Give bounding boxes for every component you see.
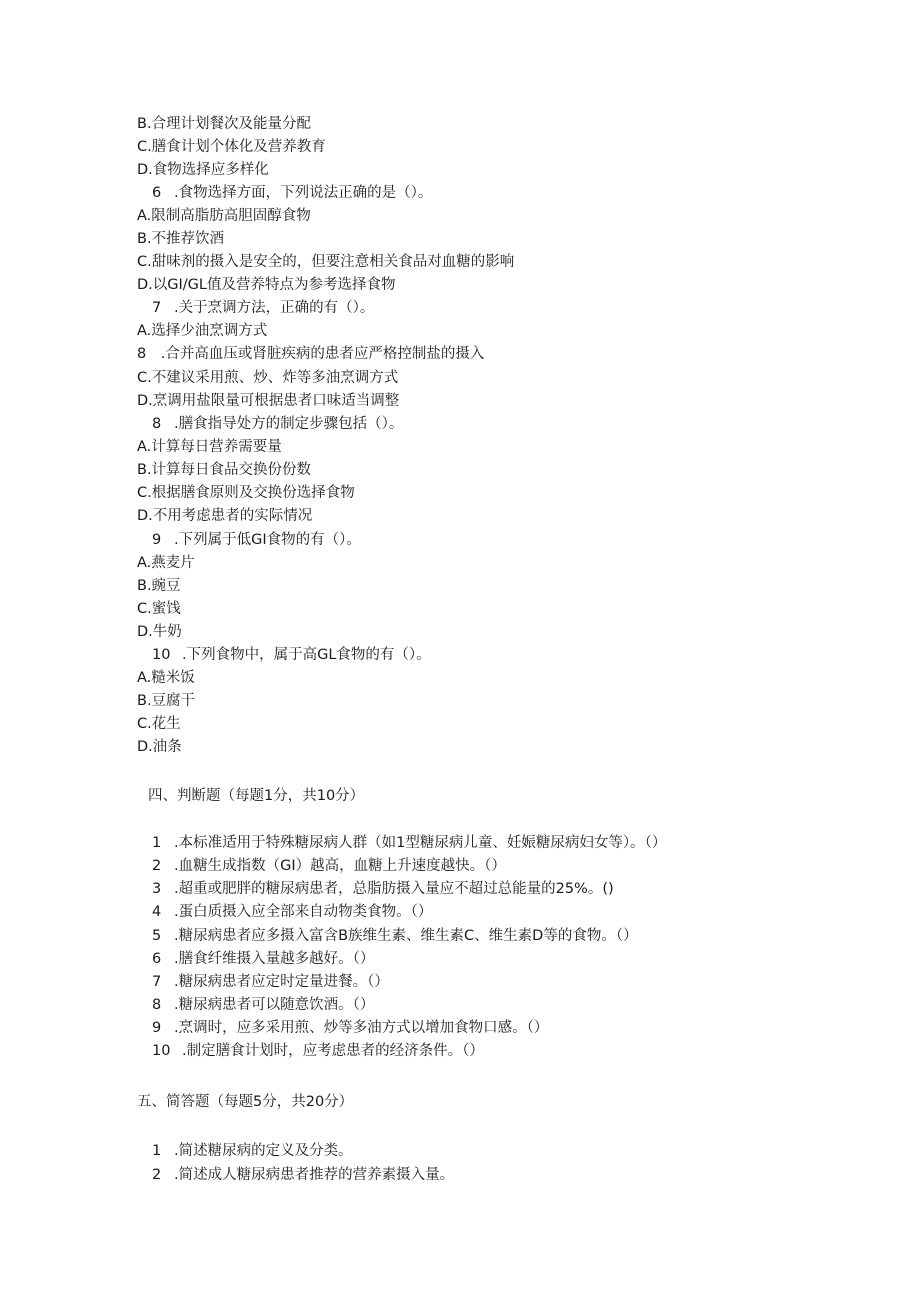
item-text: .烹调时，应多采用煎、炒等多油方式以增加食物口感。（）	[174, 1020, 549, 1036]
item-text: .膳食纤维摄入量越多越好。（）	[174, 951, 375, 967]
option-line: D.以GI/GL值及营养特点为参考选择食物	[137, 277, 396, 293]
question-number: 10	[152, 647, 171, 663]
section-heading: 四、判断题（每题1分，共10分）	[148, 788, 365, 804]
option-line: B.合理计划餐次及能量分配	[137, 116, 312, 132]
option-line: D.烹调用盐限量可根据患者口味适当调整	[137, 393, 400, 409]
option-line: A.选择少油烹调方式	[137, 323, 268, 339]
option-line: C.根据膳食原则及交换份选择食物	[137, 485, 355, 501]
judgement-item	[152, 995, 374, 1015]
item-number: 8	[152, 997, 162, 1013]
option-line: A.限制高脂肪高胆固醇食物	[137, 208, 311, 224]
question-8	[152, 414, 403, 434]
item-text: .糖尿病患者应定时定量进餐。（）	[174, 974, 389, 990]
question-text: .下列食物中，属于高GL食物的有（）。	[182, 647, 431, 663]
section-heading: 五、简答题（每题5分，共20分）	[137, 1094, 354, 1110]
question-7	[152, 298, 374, 318]
option-line: B.不推荐饮酒	[137, 231, 225, 247]
judgement-item	[152, 879, 614, 899]
item-text: .简述成人糖尿病患者推荐的营养素摄入量。	[174, 1167, 455, 1183]
judgement-item	[152, 902, 432, 922]
option-line: C.不建议采用煎、炒、炸等多油烹调方式	[137, 370, 399, 386]
item-number: 6	[152, 951, 162, 967]
option-line: D.油条	[137, 739, 182, 755]
option-line: D.牛奶	[137, 624, 182, 640]
judgement-item	[152, 949, 374, 969]
item-text: .血糖生成指数（GI）越高，血糖上升速度越快。（）	[174, 858, 506, 874]
option-line: A.计算每日营养需要量	[137, 439, 282, 455]
option-line: B.计算每日食品交换份份数	[137, 462, 312, 478]
item-number: 1	[152, 1143, 162, 1159]
option-line: C.花生	[137, 716, 181, 732]
option-line: B.豆腐干	[137, 693, 196, 709]
question-10	[152, 645, 431, 665]
question-9	[152, 530, 361, 550]
option-line: C.甜味剂的摄入是安全的，但要注意相关食品对血糖的影响	[137, 254, 515, 270]
option-line: A.燕麦片	[137, 555, 195, 571]
option-line: D.食物选择应多样化	[137, 162, 269, 178]
item-text: .超重或肥胖的糖尿病患者，总脂肪摄入量应不超过总能量的25%。()	[174, 881, 614, 897]
item-number: 2	[152, 858, 162, 874]
option-line: 8 .合并高血压或肾脏疾病的患者应严格控制盐的摄入	[137, 346, 485, 362]
item-number: 5	[152, 928, 162, 944]
item-text: .糖尿病患者可以随意饮酒。（）	[174, 997, 375, 1013]
judgement-item	[152, 833, 666, 853]
judgement-item	[152, 926, 638, 946]
item-number: 7	[152, 974, 162, 990]
item-text: .简述糖尿病的定义及分类。	[174, 1143, 353, 1159]
item-number: 4	[152, 904, 162, 920]
judgement-item	[152, 1041, 484, 1061]
judgement-item	[152, 856, 506, 876]
item-text: .制定膳食计划时，应考虑患者的经济条件。（）	[182, 1043, 484, 1059]
item-number: 1	[152, 835, 162, 851]
question-text: .下列属于低GI食物的有（）。	[174, 532, 361, 548]
question-text: .关于烹调方法，正确的有（）。	[174, 300, 375, 316]
item-number: 2	[152, 1167, 162, 1183]
judgement-item	[152, 1018, 548, 1038]
item-number: 3	[152, 881, 162, 897]
question-number: 6	[152, 185, 162, 201]
question-number: 9	[152, 532, 162, 548]
item-text: .蛋白质摄入应全部来自动物类食物。（）	[174, 904, 433, 920]
question-number: 7	[152, 300, 162, 316]
question-text: .膳食指导处方的制定步骤包括（）。	[174, 416, 404, 432]
option-line: C.蜜饯	[137, 601, 181, 617]
question-number: 8	[152, 416, 162, 432]
item-number: 10	[152, 1043, 171, 1059]
question-6	[152, 183, 432, 203]
short-answer-item	[152, 1165, 454, 1185]
option-line: A.糙米饭	[137, 670, 195, 686]
question-text: .食物选择方面，下列说法正确的是（）。	[174, 185, 433, 201]
option-line: C.膳食计划个体化及营养教育	[137, 139, 326, 155]
judgement-item	[152, 972, 389, 992]
option-line: D.不用考虑患者的实际情况	[137, 508, 313, 524]
item-number: 9	[152, 1020, 162, 1036]
option-line: B.豌豆	[137, 578, 181, 594]
short-answer-item	[152, 1141, 353, 1161]
item-text: .糖尿病患者应多摄入富含B族维生素、维生素C、维生素D等的食物。（）	[174, 928, 638, 944]
item-text: .本标准适用于特殊糖尿病人群（如1型糖尿病儿童、妊娠糖尿病妇女等）。（）	[174, 835, 667, 851]
